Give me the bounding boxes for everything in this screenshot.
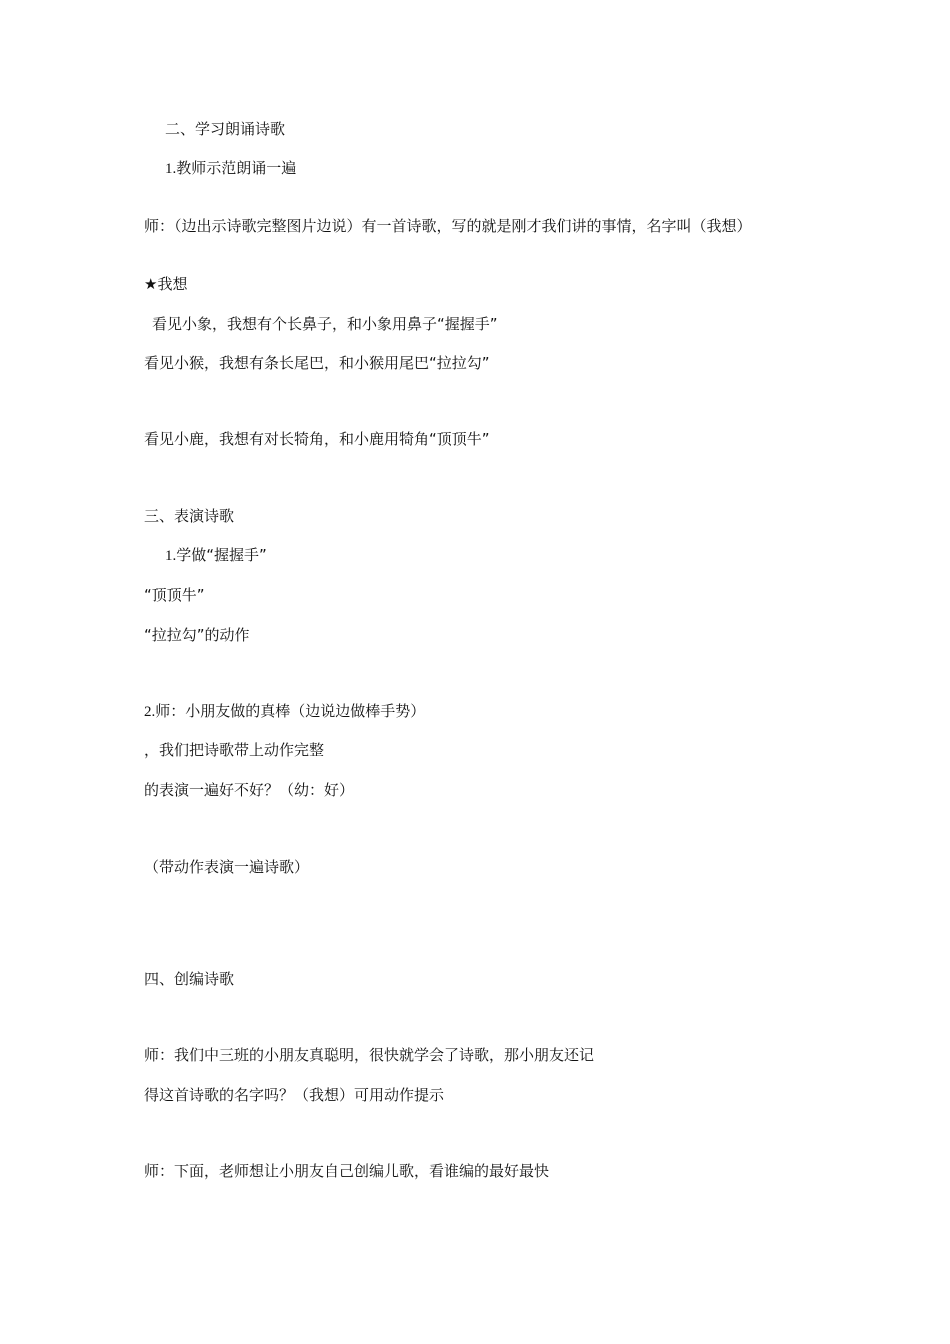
section4-para1-line2: 得这首诗歌的名字吗？（我想）可用动作提示 [144,1086,445,1104]
item-text: 师：小朋友做的真棒（边说边做棒手势） [155,702,426,720]
item-text: 教师示范朗诵一遍 [176,159,297,177]
section3-item2 [144,701,425,722]
teacher-intro: 师：（边出示诗歌完整图片边说）有一首诗歌，写的就是刚才我们讲的事情，名字叫（我想） [144,217,752,235]
poem-title: ★我想 [144,275,188,293]
section3-item1-line2: “顶顶牛” [144,586,205,604]
section2-heading: 二、学习朗诵诗歌 [165,120,286,138]
section3-item2-line2: ，我们把诗歌带上动作完整 [144,741,325,759]
poem-line-1: 看见小象，我想有个长鼻子，和小象用鼻子“握握手” [152,315,498,333]
section4-para2: 师：下面，老师想让小朋友自己创编儿歌，看谁编的最好最快 [144,1162,550,1180]
poem-line-3: 看见小鹿，我想有对长犄角，和小鹿用犄角“顶顶牛” [144,430,490,448]
section3-heading: 三、表演诗歌 [144,507,235,525]
section2-item1 [165,158,296,179]
item-number: 2. [144,704,156,720]
poem-line-2: 看见小猴，我想有条长尾巴，和小猴用尾巴“拉拉勾” [144,354,490,372]
section3-item2-line3: 的表演一遍好不好？（幼：好） [144,781,355,799]
section3-item2-note: （带动作表演一遍诗歌） [144,858,310,876]
section3-item1-line3: “拉拉勾”的动作 [144,626,250,644]
section4-heading: 四、创编诗歌 [144,970,235,988]
item-number: 1. [165,161,177,177]
item-number: 1. [165,548,177,564]
section4-para1-line1: 师：我们中三班的小朋友真聪明，很快就学会了诗歌，那小朋友还记 [144,1046,595,1064]
section3-item1 [165,545,267,566]
item-text: 学做“握握手” [176,546,267,564]
